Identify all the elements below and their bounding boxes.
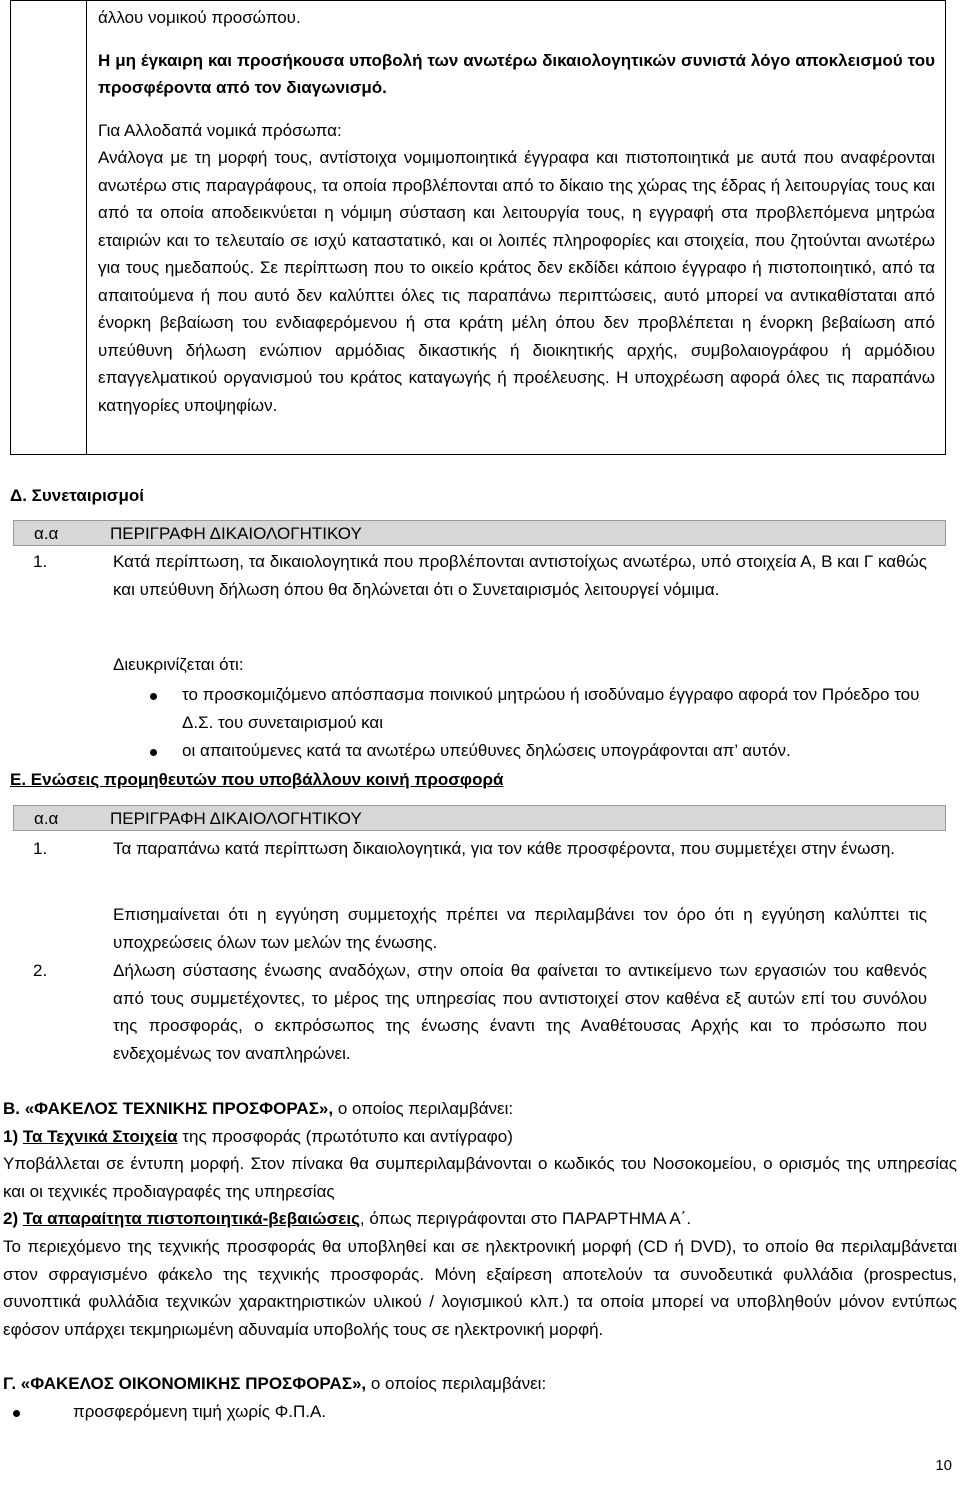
section-e-heading: Ε. Ενώσεις προμηθευτών που υποβάλλουν κοινή προσφορά xyxy=(10,770,504,789)
section-e-item2-number: 2. xyxy=(33,961,48,980)
technical-item-1-rest: της προσφοράς (πρωτότυπο και αντίγραφο) xyxy=(177,1127,513,1146)
list-item xyxy=(110,737,930,765)
table-column-divider xyxy=(86,1,87,454)
technical-offer-title-rest: ο οποίος περιλαμβάνει: xyxy=(333,1099,514,1118)
column-header-number: α.α xyxy=(34,809,59,828)
requirements-table-continued xyxy=(10,0,946,455)
technical-item-2-number: 2) xyxy=(3,1209,23,1228)
section-d-heading: Δ. Συνεταιρισμοί xyxy=(10,486,144,505)
bullet-icon xyxy=(150,693,157,700)
foreign-entities-text: Ανάλογα με τη μορφή τους, αντίστοιχα νομιμοποιητικά έγγραφα και πιστοποιητικά με αυτά που αναφέρονται ανωτέρω στις παραγράφους, τα οποία προβλέπονται από το δίκαιο της χώρας της έδρας ή λειτουργίας τους και από τα οποία αποδεικνύεται η νόμιμη σύσταση και λειτουργία τους, η εγγραφή στα προβλεπόμενα μητρώα εταιριών και το τελευταίο σε ισχύ καταστατικό, και οι λοιπές πληροφορίες και στοιχεία, που ζητούνται ανωτέρω για τους ημεδαπούς. Σε περίπτωση που το οικείο κράτος δεν εκδίδει κάποιο έγγραφο ή πιστοποιητικό, από τα απαιτούμενα ή που αυτό δεν καλύπτει όλες τις παραπάνω περιπτώσεις, αυτό μπορεί να αντικαθίσταται από ένορκη βεβαίωση του ενδιαφερόμενου ή στα κράτη μέλη όπου δεν προβλέπεται η ένορκη βεβαίωση από υπεύθυνη δήλωση ενώπιον αρμόδιας δικαστικής ή διοικητικής αρχής, συμβολαιογράφου ή αρμόδιου επαγγελματικού οργανισμού του κράτος καταγωγής ή προέλευσης. Η υποχρέωση αφορά όλες τις παραπάνω κατηγορίες υποψηφίων. xyxy=(98,148,935,415)
technical-item-1 xyxy=(3,1123,957,1151)
list-item xyxy=(110,681,930,737)
bullet-icon xyxy=(150,749,157,756)
certificates-label: Τα απαραίτητα πιστοποιητικά-βεβαιώσεις xyxy=(22,1209,360,1228)
continuation-line: άλλου νομικού προσώπου. xyxy=(98,8,301,27)
column-header-description: ΠΕΡΙΓΡΑΦΗ ΔΙΚΑΙΟΛΟΓΗΤΙΚΟΥ xyxy=(110,809,362,828)
section-e-item1-note: Επισημαίνεται ότι η εγγύηση συμμετοχής πρέπει να περιλαμβάνει τον όρο ότι η εγγύηση καλύπτει τις υποχρεώσεις όλων των μελών της ένωσης. xyxy=(113,905,927,952)
exclusion-notice: Η μη έγκαιρη και προσήκουσα υποβολή των ανωτέρω δικαιολογητικών συνιστά λόγο αποκλεισμού του προσφέροντα από τον διαγωνισμό. xyxy=(98,50,935,97)
section-e-item1-text: Τα παραπάνω κατά περίπτωση δικαιολογητικά, για τον κάθε προσφέροντα, που συμμετέχει στην ένωση. xyxy=(113,839,896,858)
financial-offer-heading xyxy=(3,1370,957,1398)
technical-item-2 xyxy=(3,1205,957,1233)
clarification-heading: Διευκρινίζεται ότι: xyxy=(113,655,244,674)
technical-print-format-text: Υποβάλλεται σε έντυπη μορφή. Στον πίνακα θα συμπεριλαμβάνονται ο κωδικός του Νοσοκομείου, ο ορισμός της υπηρεσίας και οι τεχνικές προδιαγραφές της υπηρεσίας xyxy=(3,1154,957,1201)
section-d-table-header xyxy=(13,520,946,546)
list-item xyxy=(3,1398,957,1426)
technical-data-label: Τα Τεχνικά Στοιχεία xyxy=(22,1127,178,1146)
bullet-icon xyxy=(13,1410,20,1417)
column-header-description: ΠΕΡΙΓΡΑΦΗ ΔΙΚΑΙΟΛΟΓΗΤΙΚΟΥ xyxy=(110,524,362,543)
section-d-item-text: Κατά περίπτωση, τα δικαιολογητικά που προβλέπονται αντιστοίχως ανωτέρω, υπό στοιχεία Α, Β και Γ καθώς και υπεύθυνη δήλωση όπου θα δηλώνεται ότι ο Συνεταιρισμός λειτουργεί νόμιμα. xyxy=(113,552,927,599)
foreign-entities-heading: Για Αλλοδαπά νομικά πρόσωπα: xyxy=(98,120,342,140)
electronic-format-text: Το περιεχόμενο της τεχνικής προσφοράς θα υποβληθεί και σε ηλεκτρονική μορφή (CD ή DVD), το οποίο θα περιλαμβάνεται στον σφραγισμένο φάκελο της τεχνικής προσφοράς. Μόνη εξαίρεση αποτελούν τα συνοδευτικά φυλλάδια (prospectus, συνοπτικά φυλλάδια τεχνικών χαρακτηριστικών υλικού / λογισμικού κλπ.) τα οποία μπορεί να υποβληθούν μόνον εντύπως εφόσον υπάρχει τεκμηριωμένη αδυναμία υποβολής τους σε ηλεκτρονική μορφή. xyxy=(3,1237,957,1339)
technical-item-1-number: 1) xyxy=(3,1127,23,1146)
section-e-item2-text: Δήλωση σύστασης ένωσης αναδόχων, στην οποία θα φαίνεται το αντικείμενο των εργασιών του καθενός από τους συμμετέχοντες, το μέρος της υπηρεσίας που αντιστοιχεί στον καθένα εξ αυτών επί του συνόλου της προσφοράς, ο εκπρόσωπος της ένωσης έναντι της Αναθέτουσας Αρχής και το πρόσωπο που ενδεχομένως τον αναπληρώνει. xyxy=(113,961,927,1063)
financial-offer-title-rest: ο οποίος περιλαμβάνει: xyxy=(366,1374,547,1393)
technical-item-2-rest: , όπως περιγράφονται στο ΠΑΡΑΡΤΗΜΑ Α΄. xyxy=(359,1209,692,1228)
page-number: 10 xyxy=(935,1457,952,1474)
column-header-number: α.α xyxy=(34,524,59,543)
technical-offer-heading xyxy=(3,1095,957,1123)
financial-offer-title: Γ. «ΦΑΚΕΛΟΣ ΟΙΚΟΝΟΜΙΚΗΣ ΠΡΟΣΦΟΡΑΣ», xyxy=(3,1374,367,1393)
bullet-text: οι απαιτούμενες κατά τα ανωτέρω υπεύθυνες δηλώσεις υπογράφονται απ’ αυτόν. xyxy=(182,741,791,760)
bullet-text: προσφερόμενη τιμή χωρίς Φ.Π.Α. xyxy=(73,1402,327,1421)
bullet-text: το προσκομιζόμενο απόσπασμα ποινικού μητρώου ή ισοδύναμο έγγραφο αφορά τον Πρόεδρο του Δ.Σ. του συνεταιρισμού και xyxy=(182,685,920,732)
section-e-item1-number: 1. xyxy=(33,839,48,858)
technical-offer-title: Β. «ΦΑΚΕΛΟΣ ΤΕΧΝΙΚΗΣ ΠΡΟΣΦΟΡΑΣ», xyxy=(3,1099,334,1118)
table-description-cell xyxy=(98,4,935,419)
section-e-table-header xyxy=(13,805,946,831)
section-d-item-number: 1. xyxy=(33,552,48,571)
